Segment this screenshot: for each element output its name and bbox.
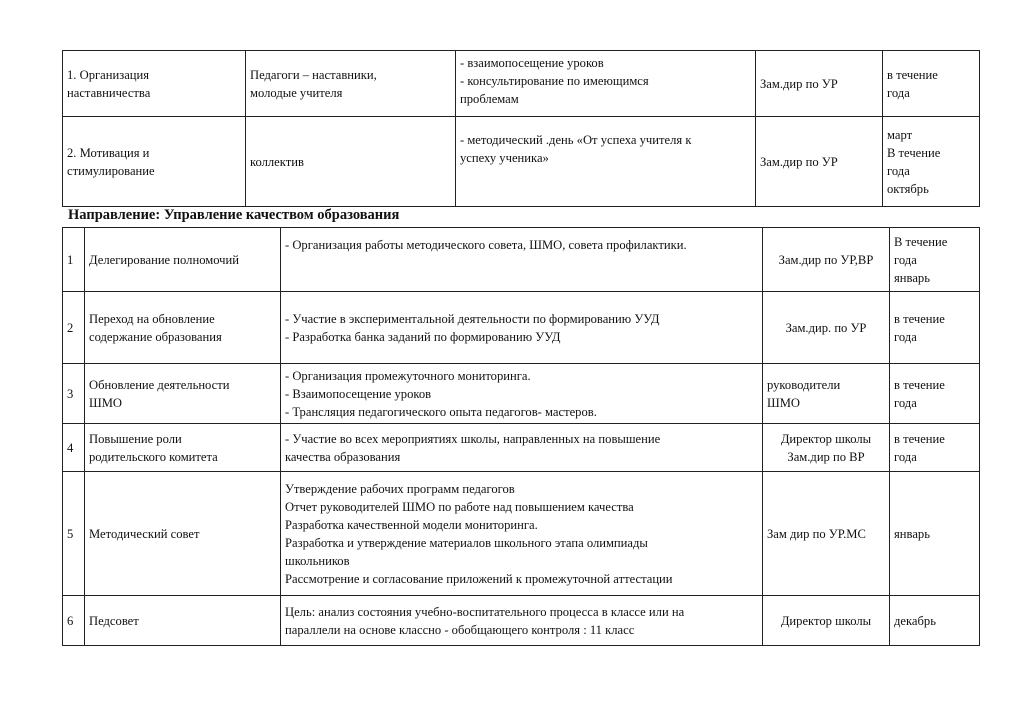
area-cell: Обновление деятельности ШМО — [85, 364, 281, 424]
activities-cell: - Организация промежуточного мониторинга. - Взаимопосещение уроков - Трансляция педагогического опыта педагогов- мастеров. — [281, 364, 763, 424]
responsible-cell: Зам.дир по УР — [756, 117, 883, 207]
area-cell: Переход на обновление содержание образования — [85, 292, 281, 364]
row-number: 1 — [63, 228, 85, 292]
area-cell: 1. Организация наставничества — [63, 51, 246, 117]
responsible-cell: Зам дир по УР.МС — [763, 472, 890, 596]
area-cell: Педсовет — [85, 596, 281, 646]
deadline-cell: март В течение года октябрь — [883, 117, 980, 207]
responsible-cell: Зам.дир. по УР — [763, 292, 890, 364]
deadline-cell: в течение года — [890, 424, 980, 472]
responsible-cell: Зам.дир по УР,ВР — [763, 228, 890, 292]
section-heading: Направление: Управление качеством образования — [68, 207, 400, 223]
deadline-cell: в течение года — [890, 364, 980, 424]
table-row — [63, 51, 980, 117]
table-row — [63, 596, 980, 646]
table-row — [63, 228, 980, 292]
activities-cell: Цель: анализ состояния учебно-воспитательного процесса в классе или на параллели на основе классно - обобщающего контроля : 11 класс — [281, 596, 763, 646]
top-table — [62, 50, 980, 207]
area-cell: Повышение роли родительского комитета — [85, 424, 281, 472]
activities-cell: - Участие во всех мероприятиях школы, направленных на повышение качества образования — [281, 424, 763, 472]
activities-cell: Утверждение рабочих программ педагогов Отчет руководителей ШМО по работе над повышением качества Разработка качественной модели мониторинга. Разработка и утверждение материалов школьного этапа олимпиады школьников Рассмотрение и согласование приложений к промежуточной аттестации — [281, 472, 763, 596]
responsible-cell: Зам.дир по УР — [756, 51, 883, 117]
activities-cell: - Организация работы методического совета, ШМО, совета профилактики. — [281, 228, 763, 292]
deadline-cell: в течение года — [890, 292, 980, 364]
row-number: 6 — [63, 596, 85, 646]
table-row — [63, 424, 980, 472]
area-cell: Делегирование полномочий — [85, 228, 281, 292]
row-number: 2 — [63, 292, 85, 364]
responsible-cell: Директор школы Зам.дир по ВР — [763, 424, 890, 472]
deadline-cell: декабрь — [890, 596, 980, 646]
table-row — [63, 472, 980, 596]
row-number: 3 — [63, 364, 85, 424]
area-cell: 2. Мотивация и стимулирование — [63, 117, 246, 207]
row-number: 4 — [63, 424, 85, 472]
responsible-cell: руководители ШМО — [763, 364, 890, 424]
deadline-cell: В течение года январь — [890, 228, 980, 292]
table-row — [63, 292, 980, 364]
participants-cell: коллектив — [246, 117, 456, 207]
main-table — [62, 227, 980, 646]
row-number: 5 — [63, 472, 85, 596]
responsible-cell: Директор школы — [763, 596, 890, 646]
deadline-cell: в течение года — [883, 51, 980, 117]
table-row — [63, 117, 980, 207]
activities-cell: - взаимопосещение уроков - консультирование по имеющимся проблемам — [456, 51, 756, 117]
area-cell: Методический совет — [85, 472, 281, 596]
table-row — [63, 364, 980, 424]
activities-cell: - методический .день «От успеха учителя к успеху ученика» — [456, 117, 756, 207]
deadline-cell: январь — [890, 472, 980, 596]
activities-cell: - Участие в экспериментальной деятельности по формированию УУД - Разработка банка заданий по формированию УУД — [281, 292, 763, 364]
participants-cell: Педагоги – наставники, молодые учителя — [246, 51, 456, 117]
